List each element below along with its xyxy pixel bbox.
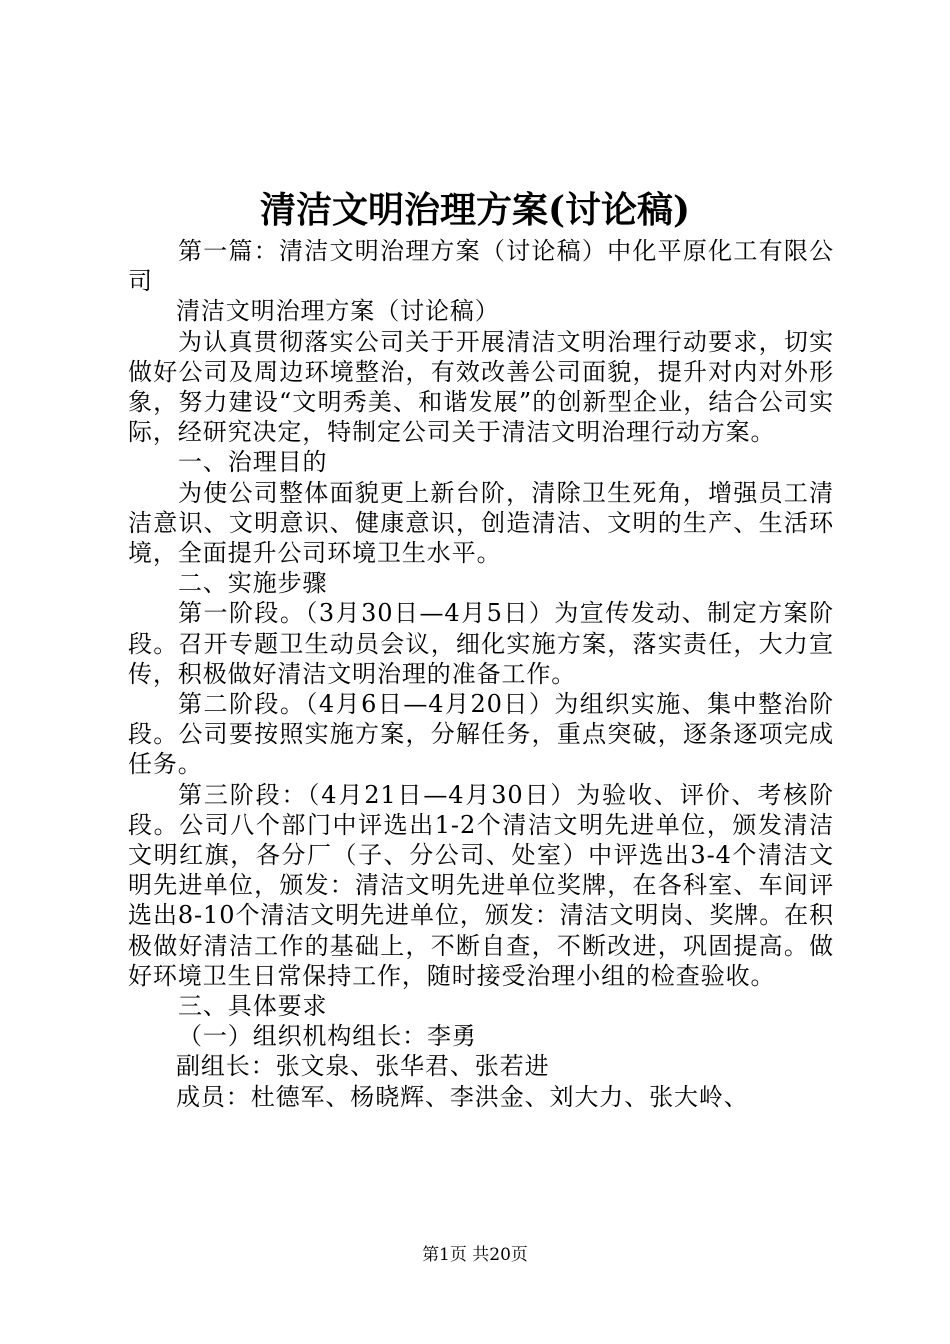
paragraph-heading-steps: 二、实施步骤: [178, 569, 328, 598]
paragraph-deputy-leaders: 副组长：张文泉、张华君、张若进: [176, 1052, 550, 1081]
paragraph-subtitle: 清洁文明治理方案（讨论稿）: [176, 297, 500, 326]
document-title: 清洁文明治理方案(讨论稿): [259, 189, 691, 231]
paragraph-goal: 为使公司整体面貌更上新台阶，清除卫生死角，增强员工清洁意识、文明意识、健康意识，创造清洁、文明的生产、生活环境，全面提升公司环境卫生水平。: [128, 478, 834, 568]
paragraph-section-heading-1: 第一篇：清洁文明治理方案（讨论稿）中化平原化工有限公司: [128, 237, 834, 296]
paragraph-organization: （一）组织机构组长：李勇: [178, 1022, 477, 1051]
paragraph-heading-requirements: 三、具体要求: [178, 992, 328, 1021]
paragraph-heading-goal: 一、治理目的: [178, 448, 328, 477]
paragraph-stage-2: 第二阶段。（4月6日—4月20日）为组织实施、集中整治阶段。公司要按照实施方案，分解任务，重点突破，逐条逐项完成任务。: [128, 690, 834, 779]
paragraph-stage-3: 第三阶段：（4月21日—4月30日）为验收、评价、考核阶段。公司八个部门中评选出1-2个清洁文明先进单位，颁发清洁文明红旗，各分厂（子、分公司、处室）中评选出3-4个清洁文明先进单位，颁发：清洁文明先进单位奖牌，在各科室、车间评选出8-10个清洁文明先进单位，颁发：清洁文明岗、奖牌。在积极做好清洁工作的基础上，不断自查，不断改进，巩固提高。做好环境卫生日常保持工作，随时接受治理小组的检查验收。: [128, 780, 834, 990]
page-footer: 第1页 共20页: [422, 1245, 528, 1265]
paragraph-intro: 为认真贯彻落实公司关于开展清洁文明治理行动要求，切实做好公司及周边环境整治，有效改善公司面貌，提升对内对外形象，努力建设“文明秀美、和谐发展”的创新型企业，结合公司实际，经研究决定，特制定公司关于清洁文明治理行动方案。: [128, 327, 834, 447]
paragraph-members: 成员：杜德军、杨晓辉、李洪金、刘大力、张大岭、: [176, 1082, 749, 1111]
paragraph-stage-1: 第一阶段。（3月30日—4月5日）为宣传发动、制定方案阶段。召开专题卫生动员会议，细化实施方案，落实责任，大力宣传，积极做好清洁文明治理的准备工作。: [128, 599, 834, 688]
document-body: [128, 236, 834, 1112]
